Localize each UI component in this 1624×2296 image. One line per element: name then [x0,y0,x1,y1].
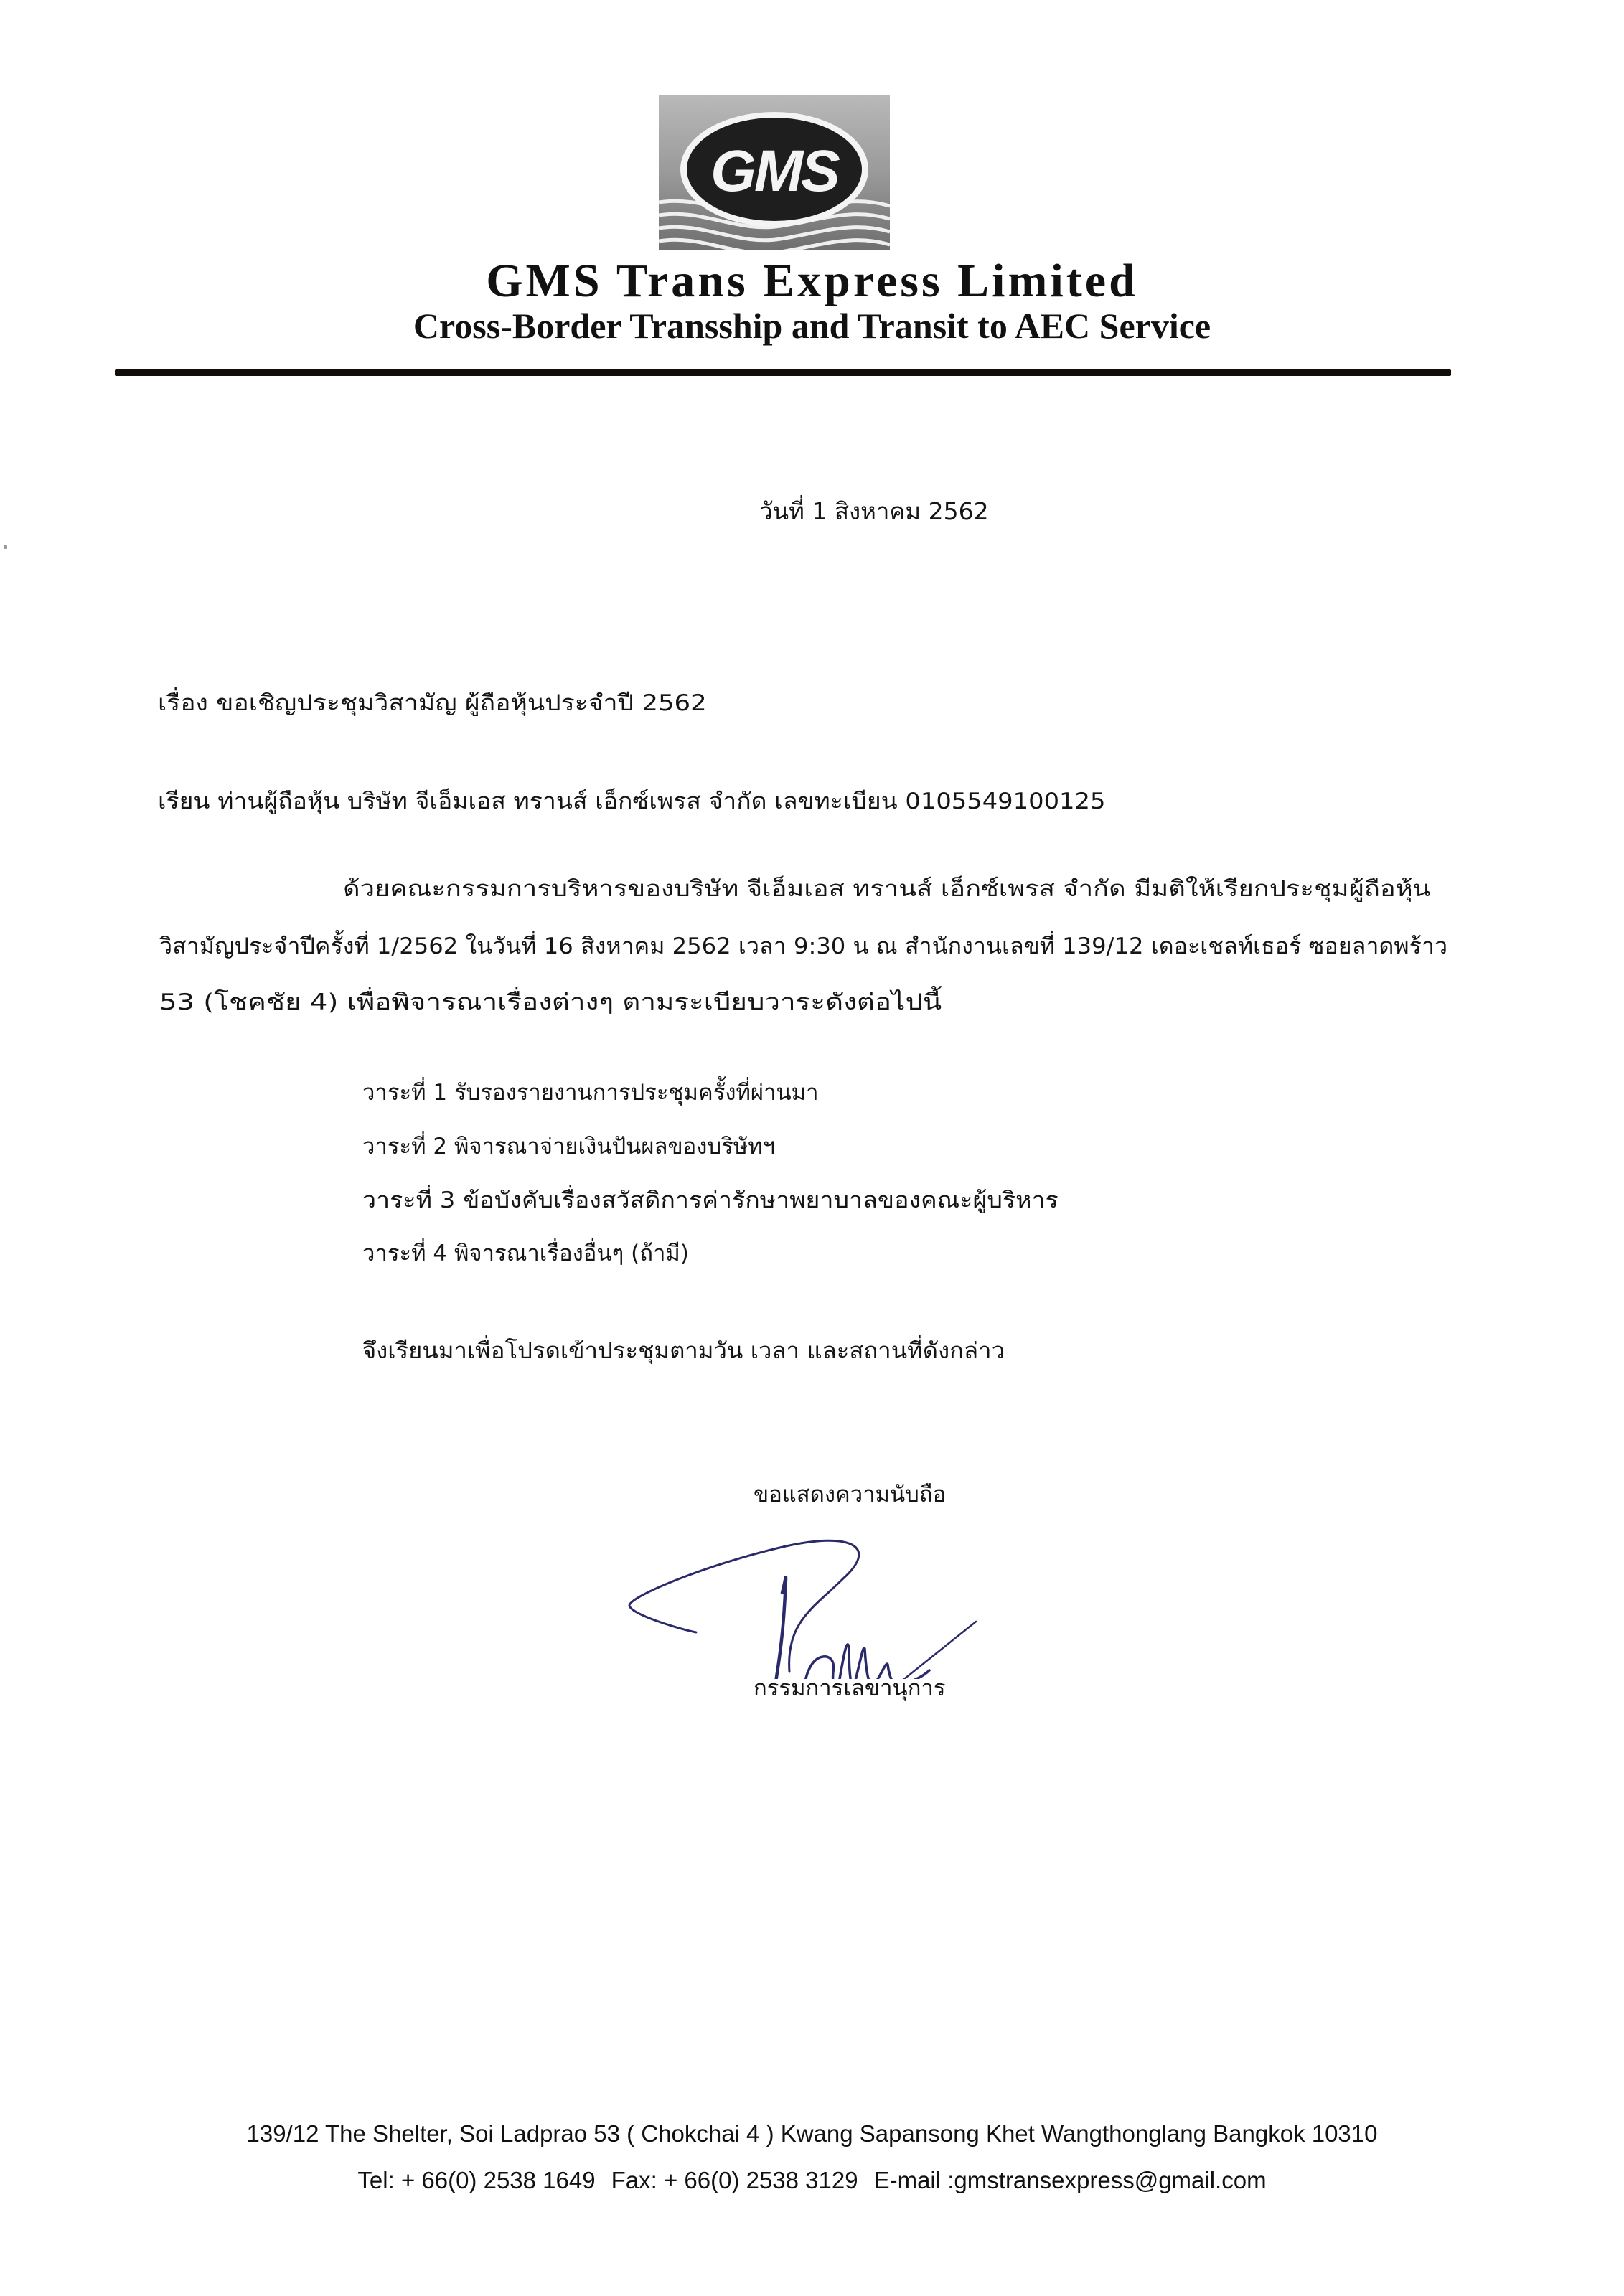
body-paragraph-line: ด้วยคณะกรรมการบริหารของบริษัท จีเอ็มเอส ทรานส์ เอ็กซ์เพรส จำกัด มีมติให้เรียกประชุมผู้ถือหุ้น [343,876,1431,902]
signature-strokes [629,1540,976,1679]
logo-text: GMS [710,138,838,204]
body-paragraph-line: 53 (โชคชัย 4) เพื่อพิจารณาเรื่องต่างๆ ตามระเบียบวาระดังต่อไปนี้ [159,989,942,1015]
footer-fax: Fax: + 66(0) 2538 3129 [611,2167,858,2193]
company-name: GMS Trans Express Limited [486,255,1138,307]
handwritten-signature [621,1507,994,1679]
signer-position: กรรมการเลขานุการ [754,1675,946,1701]
letter-subject: เรื่อง ขอเชิญประชุมวิสามัญ ผู้ถือหุ้นประจำปี 2562 [158,690,707,716]
closing-sentence: จึงเรียนมาเพื่อโปรดเข้าประชุมตามวัน เวลา และสถานที่ดังกล่าว [362,1338,1005,1364]
header-divider [115,369,1451,376]
company-logo [659,95,890,250]
letter-date: วันที่ 1 สิงหาคม 2562 [759,497,989,525]
agenda-item: วาระที่ 4 พิจารณาเรื่องอื่นๆ (ถ้ามี) [362,1241,689,1266]
footer-address: 139/12 The Shelter, Soi Ladprao 53 ( Chokchai 4 ) Kwang Sapansong Khet Wangthonglang Bangkok 10310 [246,2120,1378,2147]
footer-email: E-mail :gmstransexpress@gmail.com [873,2167,1267,2193]
scan-speck [4,545,7,549]
company-tagline: Cross-Border Transship and Transit to AEC Service [413,306,1211,346]
agenda-item: วาระที่ 3 ข้อบังคับเรื่องสวัสดิการค่ารักษาพยาบาลของคณะผู้บริหาร [362,1187,1059,1213]
agenda-item: วาระที่ 2 พิจารณาจ่ายเงินปันผลของบริษัทฯ [362,1134,776,1159]
agenda-item: วาระที่ 1 รับรองรายงานการประชุมครั้งที่ผ่านมา [362,1080,819,1106]
body-paragraph-line: วิสามัญประจำปีครั้งที่ 1/2562 ในวันที่ 16 สิงหาคม 2562 เวลา 9:30 น ณ สำนักงานเลขที่ 139/12 เดอะเชลท์เธอร์ ซอยลาดพร้าว [159,933,1448,959]
footer-tel: Tel: + 66(0) 2538 1649 [357,2167,596,2193]
letter-recipient: เรียน ท่านผู้ถือหุ้น บริษัท จีเอ็มเอส ทรานส์ เอ็กซ์เพรส จำกัด เลขทะเบียน 0105549100125 [158,789,1106,814]
complimentary-close: ขอแสดงความนับถือ [754,1482,947,1507]
footer-contact [0,2165,1624,2196]
